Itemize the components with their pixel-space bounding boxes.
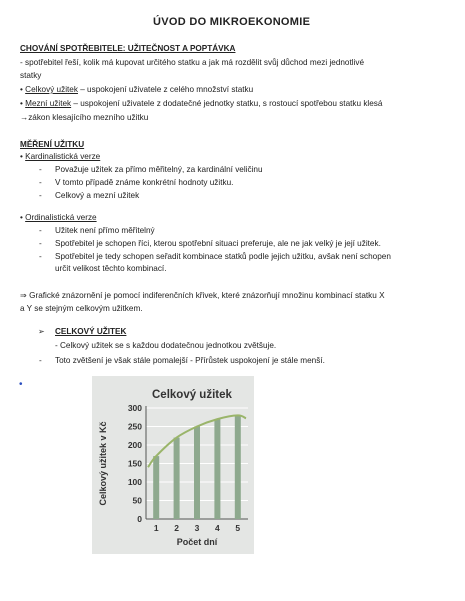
y-tick-label: 250 (127, 421, 142, 432)
y-tick-label: 150 (127, 458, 142, 469)
x-tick-label: 1 (153, 523, 159, 533)
bullet: • (20, 99, 23, 108)
x-tick-label: 3 (194, 523, 200, 533)
total-utility-text: Toto zvětšení je však stále pomalejší - Přírůstek uspokojení je stále menší. (55, 356, 325, 365)
bullet: • (20, 85, 23, 94)
page-title: ÚVOD DO MIKROEKONOMIE (153, 16, 311, 28)
ordinal-item-continuation: určit velikost těchto kombinací. (55, 264, 167, 273)
arrow-bullet-icon: ➢ (38, 327, 45, 336)
bar-3 (194, 427, 200, 520)
cardinal-heading (20, 152, 100, 162)
chart-figure (92, 376, 254, 554)
section-heading-consumer: CHOVÁNÍ SPOTŘEBITELE: UŽITEČNOST A POPTÁVKA (20, 44, 236, 53)
bullet: • (20, 213, 23, 222)
term-marginal-utility: Mezní užitek (25, 99, 72, 108)
cardinal-item: V tomto případě známe konkrétní hodnoty užitku. (55, 178, 234, 187)
y-tick-label: 100 (127, 477, 142, 487)
x-tick-label: 4 (215, 523, 220, 533)
chart-title: Celkový užitek (152, 389, 232, 401)
ordinal-item: Spotřebitel je tedy schopen seřadit kombinace statků podle jejich užitku, avšak není schopen (55, 252, 391, 261)
x-tick-label: 5 (235, 523, 241, 533)
term-description: – uspokojení uživatele z dodatečné jednotky statku, s rostoucí spotřebou statku klesá (71, 99, 383, 108)
list-dash: - (39, 226, 42, 235)
ordinal-heading (20, 213, 97, 223)
bar-5 (235, 415, 241, 519)
x-axis-label: Počet dní (176, 537, 218, 547)
total-utility-text: - Celkový užitek se s každou dodatečnou jednotkou zvětšuje. (55, 341, 277, 350)
law-diminishing-utility: →zákon klesajícího mezního užitku (20, 113, 149, 122)
total-utility-chart (92, 376, 254, 554)
definition-marginal-utility (20, 99, 382, 109)
section-heading-total-utility: CELKOVÝ UŽITEK (55, 327, 127, 336)
intro-text-line: - spotřebitel řeší, kolik má kupovat určitého statku a jak má rozdělit svůj důchod mezi jednotlivé (20, 58, 365, 67)
section-heading-measuring: MĚŘENÍ UŽITKU (20, 140, 85, 149)
y-tick-label: 200 (127, 440, 142, 450)
bar-2 (174, 438, 180, 519)
bar-1 (153, 456, 159, 519)
list-dash: - (39, 165, 42, 174)
term-description: – uspokojení uživatele z celého množství statku (77, 85, 254, 94)
list-dash: - (39, 178, 42, 187)
list-dash: - (39, 252, 42, 261)
x-tick-label: 2 (174, 523, 179, 533)
list-dash: - (39, 239, 42, 248)
y-tick-label: 300 (127, 403, 142, 413)
bar-4 (214, 419, 220, 519)
graphic-representation-text: a Y se stejným celkovým užitkem. (20, 304, 143, 313)
definition-total-utility (20, 85, 253, 95)
cardinal-item: Považuje užitek za přímo měřitelný, za kardinální veličinu (55, 165, 263, 174)
list-dash: - (39, 356, 42, 365)
intro-text-line: statky (20, 71, 42, 80)
blue-bullet: • (19, 379, 23, 390)
list-dash: - (39, 191, 42, 200)
cardinal-title: Kardinalistická verze (25, 152, 101, 161)
term-total-utility: Celkový užitek (25, 85, 78, 94)
bullet: • (20, 152, 23, 161)
graphic-representation-text: ⇒ Grafické znázornění je pomocí indiferenčních křivek, které znázorňují množinu kombinací statku X (20, 291, 385, 300)
ordinal-item: Spotřebitel je schopen říci, kterou spotřební situaci preferuje, ale ne jak velký je její užitek. (55, 239, 381, 248)
ordinal-title: Ordinalistická verze (25, 213, 97, 222)
cardinal-item: Celkový a mezní užitek (55, 191, 140, 200)
y-axis-label: Celkový užitek v Kč (98, 421, 108, 506)
ordinal-item: Užitek není přímo měřitelný (55, 226, 155, 235)
y-tick-label: 0 (137, 514, 142, 524)
y-tick-label: 50 (132, 495, 142, 506)
